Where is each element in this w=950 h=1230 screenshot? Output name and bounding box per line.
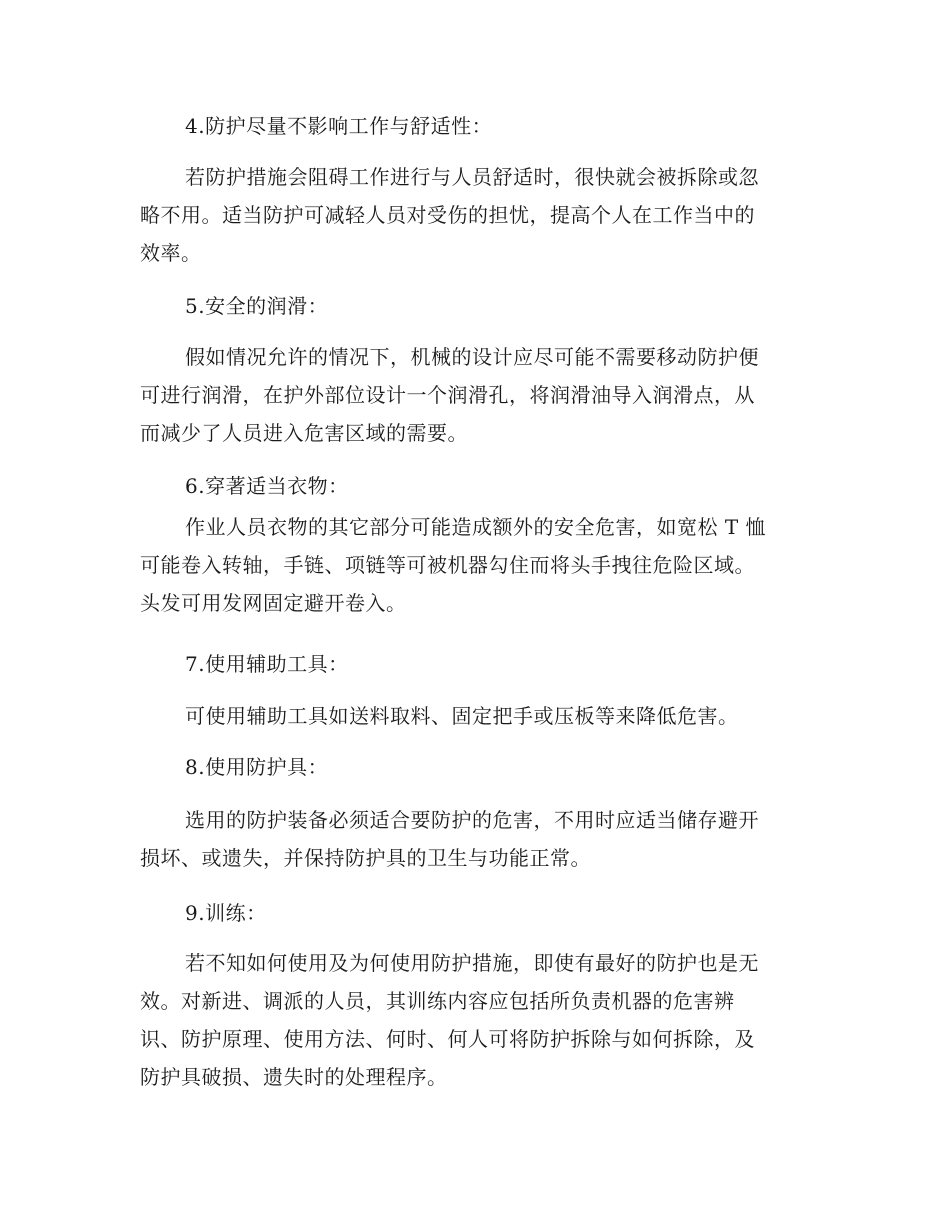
section-paragraph-8	[140, 801, 810, 877]
paragraph-line: 若防护措施会阻碍工作进行与人员舒适时，很快就会被拆除或忽	[185, 165, 759, 189]
paragraph-line: 可进行润滑，在护外部位设计一个润滑孔，将润滑油导入润滑点，从	[140, 383, 755, 407]
section-paragraph-6	[140, 508, 810, 622]
section-heading-9: 9.训练：	[185, 901, 267, 925]
paragraph-line: 头发可用发网固定避开卷入。	[140, 591, 407, 615]
paragraph-line: 可使用辅助工具如送料取料、固定把手或压板等来降低危害。	[185, 704, 739, 728]
section-heading-8: 8.使用防护具：	[185, 755, 329, 779]
section-heading-7: 7.使用辅助工具：	[185, 652, 349, 676]
section-paragraph-9	[140, 944, 810, 1096]
paragraph-line: 防护具破损、遗失时的处理程序。	[140, 1065, 448, 1089]
section-heading-5: 5.安全的润滑：	[185, 294, 329, 318]
paragraph-line: 选用的防护装备必须适合要防护的危害，不用时应适当储存避开	[185, 808, 759, 832]
paragraph-line: 效。对新进、调派的人员，其训练内容应包括所负责机器的危害辨	[140, 989, 735, 1013]
paragraph-line: 略不用。适当防护可减轻人员对受伤的担忧，提高个人在工作当中的	[140, 203, 755, 227]
paragraph-line: 假如情况允许的情况下，机械的设计应尽可能不需要移动防护便	[185, 345, 759, 369]
paragraph-line: 而减少了人员进入危害区域的需要。	[140, 421, 468, 445]
section-paragraph-7	[140, 697, 810, 735]
paragraph-line: 可能卷入转轴，手链、项链等可被机器勾住而将头手拽往危险区域。	[140, 553, 755, 577]
paragraph-line: 损坏、或遗失，并保持防护具的卫生与功能正常。	[140, 846, 591, 870]
section-heading-6: 6.穿著适当衣物：	[185, 474, 349, 498]
section-heading-4: 4.防护尽量不影响工作与舒适性：	[185, 114, 493, 138]
paragraph-line: 作业人员衣物的其它部分可能造成额外的安全危害，如宽松 T 恤	[185, 515, 767, 539]
paragraph-line: 若不知如何使用及为何使用防护措施，即使有最好的防护也是无	[185, 951, 759, 975]
paragraph-line: 识、防护原理、使用方法、何时、何人可将防护拆除与如何拆除，及	[140, 1027, 755, 1051]
section-paragraph-5	[140, 338, 810, 452]
paragraph-line: 效率。	[140, 241, 202, 265]
section-paragraph-4	[140, 158, 810, 272]
